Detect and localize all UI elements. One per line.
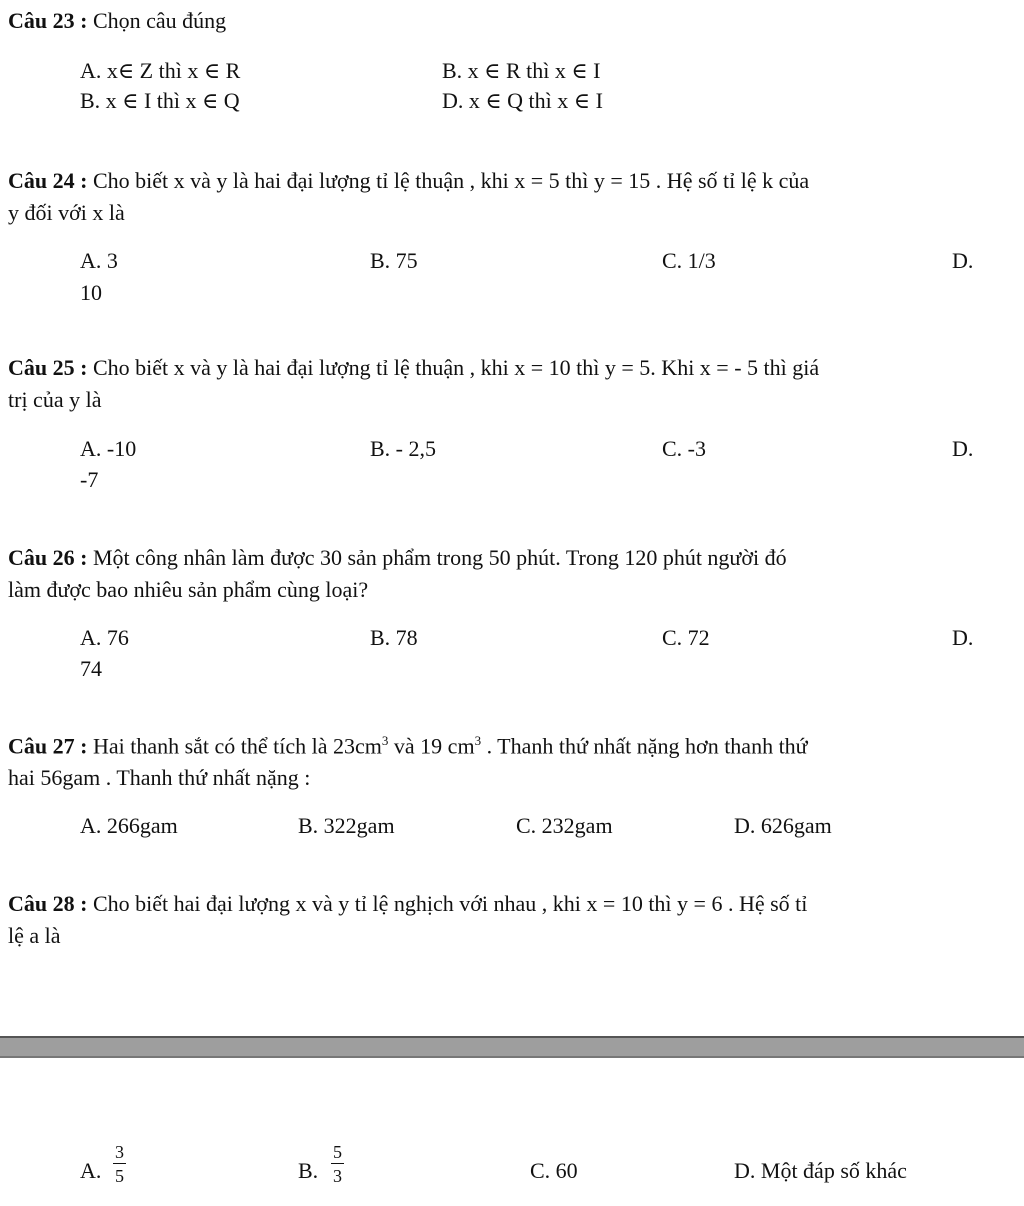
q25-option-c: C. -3 <box>662 436 706 461</box>
q25-option-a: A. -10 <box>80 436 137 461</box>
question-26-line2: làm được bao nhiêu sản phẩm cùng loại? <box>8 577 369 602</box>
question-24-line2: y đối với x là <box>8 200 125 225</box>
page-divider <box>0 1036 1024 1058</box>
question-27-line1-b: và 19 cm <box>388 733 475 759</box>
question-28 <box>8 891 807 917</box>
q25-option-d-value: -7 <box>80 467 99 492</box>
question-25-label: Câu 25 : <box>8 355 88 380</box>
q27-option-c: C. 232gam <box>516 813 613 838</box>
question-24 <box>8 168 809 194</box>
question-25-line2: trị của y là <box>8 387 102 412</box>
q23-option-b2: B. x ∈ I thì x ∈ Q <box>80 88 240 113</box>
q24-option-d-value: 10 <box>80 280 102 305</box>
q26-option-a: A. 76 <box>80 625 129 650</box>
question-28-line1: Cho biết hai đại lượng x và y tỉ lệ nghịch với nhau , khi x = 10 thì y = 6 . Hệ số tỉ <box>92 891 808 916</box>
question-24-label: Câu 24 : <box>8 168 88 193</box>
q28-option-a-denominator: 5 <box>113 1163 126 1185</box>
q28-option-b-numerator: 5 <box>333 1142 342 1162</box>
question-28-label: Câu 28 : <box>8 891 88 916</box>
question-27 <box>8 733 808 760</box>
q28-option-a-fraction <box>113 1143 126 1185</box>
q27-option-a: A. 266gam <box>80 813 178 838</box>
q23-option-b1: B. x ∈ R thì x ∈ I <box>442 58 601 83</box>
question-27-line1-a: Hai thanh sắt có thể tích là 23cm <box>92 733 382 759</box>
question-23-text: Chọn câu đúng <box>92 8 227 33</box>
question-27-sup-2: 3 <box>474 733 482 748</box>
q26-option-d-value: 74 <box>80 656 102 681</box>
question-27-line2: hai 56gam . Thanh thứ nhất nặng : <box>8 765 311 790</box>
q27-option-b: B. 322gam <box>298 813 395 838</box>
q24-option-c: C. 1/3 <box>662 248 716 273</box>
q27-option-d: D. 626gam <box>734 813 832 838</box>
q28-option-b-denominator: 3 <box>331 1163 344 1185</box>
q26-option-b: B. 78 <box>370 625 418 650</box>
q25-option-b: B. - 2,5 <box>370 436 436 461</box>
q28-option-a-label: A. <box>80 1158 102 1183</box>
question-26-label: Câu 26 : <box>8 545 88 570</box>
question-27-label: Câu 27 : <box>8 733 88 759</box>
q28-option-c: C. 60 <box>530 1158 578 1183</box>
question-26 <box>8 545 787 571</box>
q24-option-a: A. 3 <box>80 248 118 273</box>
question-27-sup-1: 3 <box>381 733 389 748</box>
question-25 <box>8 355 819 381</box>
question-23 <box>8 8 226 34</box>
q28-option-b-fraction <box>331 1143 344 1185</box>
q24-option-d: D. <box>952 248 974 273</box>
q25-option-d: D. <box>952 436 974 461</box>
q28-option-d: D. Một đáp số khác <box>734 1158 907 1183</box>
question-27-line1-c: . Thanh thứ nhất nặng hơn thanh thứ <box>481 733 808 759</box>
q26-option-c: C. 72 <box>662 625 710 650</box>
q23-option-d: D. x ∈ Q thì x ∈ I <box>442 88 603 113</box>
q26-option-d: D. <box>952 625 974 650</box>
question-25-line1: Cho biết x và y là hai đại lượng tỉ lệ thuận , khi x = 10 thì y = 5. Khi x = - 5 thì giá <box>92 355 820 380</box>
q23-option-a: A. x∈ Z thì x ∈ R <box>80 58 241 83</box>
question-28-line2: lệ a là <box>8 923 61 948</box>
question-26-line1: Một công nhân làm được 30 sản phẩm trong 50 phút. Trong 120 phút người đó <box>92 545 787 570</box>
q24-option-b: B. 75 <box>370 248 418 273</box>
q28-option-b-label: B. <box>298 1158 319 1183</box>
question-24-line1: Cho biết x và y là hai đại lượng tỉ lệ thuận , khi x = 5 thì y = 15 . Hệ số tỉ lệ k của <box>92 168 810 193</box>
q28-option-a-numerator: 3 <box>115 1142 124 1162</box>
question-23-label: Câu 23 : <box>8 8 88 33</box>
